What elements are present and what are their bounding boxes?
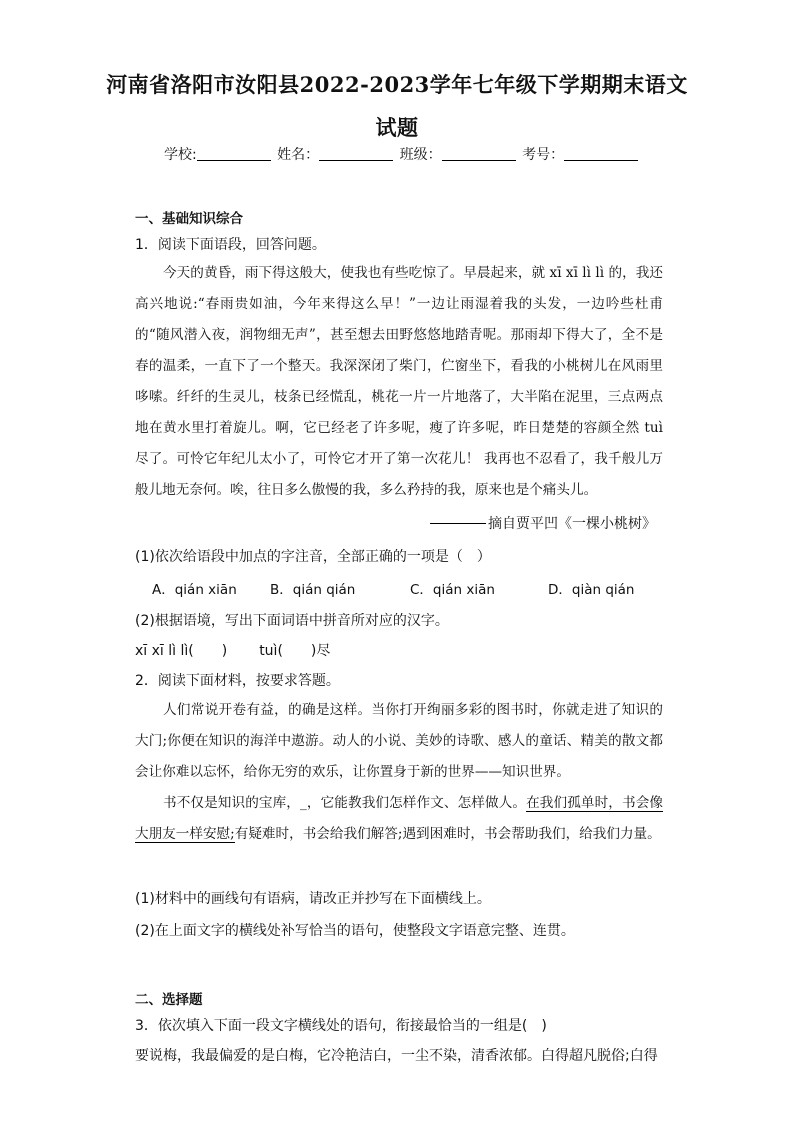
source-text: 摘自贾平凹《一棵小桃树》 xyxy=(488,516,656,532)
name-label: 姓名： xyxy=(277,147,320,163)
material-text: 书不仅是知识的宝库， xyxy=(163,795,300,811)
pinyin-answer-a[interactable]: xī xī lì lì( ) xyxy=(135,643,228,659)
pinyin-answer-line xyxy=(135,640,330,660)
option-d[interactable]: D．qiàn qián xyxy=(548,582,635,598)
question-prompt: 2．阅读下面材料，按要求答题。 xyxy=(135,673,340,689)
sub-question: (1)材料中的画线句有语病，请改正并抄写在下面横线上。 xyxy=(135,891,491,907)
option-b[interactable]: B．qián qián xyxy=(270,582,356,598)
material-text: ，它能教我们怎样作文、怎样做人。 xyxy=(306,795,527,811)
material-paragraph: 人们常说开卷有益，的确是这样。当你打开绚丽多彩的图书时，你就走进了知识的大门;你便在知识的海洋中遨游。动人的小说、美妙的诗歌、感人的童话、精美的散文都会让你难以忘怀，给你无穷的欢乐，让你置身于新的世界——知识世界。 xyxy=(135,702,663,780)
sub-question: (2)在上面文字的横线处补写恰当的语句，使整段文字语意完整、连贯。 xyxy=(135,923,575,939)
student-info-row xyxy=(164,144,640,164)
sub-question: (2)根据语境，写出下面词语中拼音所对应的汉字。 xyxy=(135,613,449,629)
passage-source xyxy=(430,513,656,533)
reading-passage xyxy=(135,258,663,506)
source-dash xyxy=(430,523,486,524)
name-field[interactable] xyxy=(319,146,393,161)
reading-material xyxy=(135,695,663,850)
class-label: 班级： xyxy=(399,147,442,163)
page-title: 河南省洛阳市汝阳县2022-2023学年七年级下学期期末语文 xyxy=(106,72,688,97)
school-field[interactable] xyxy=(197,146,271,161)
section-heading: 二、选择题 xyxy=(135,992,203,1008)
material-text: 有疑难时，书会给我们解答;遇到困难时，书会帮助我们，给我们力量。 xyxy=(234,826,661,842)
exam-number-field[interactable] xyxy=(564,146,638,161)
class-field[interactable] xyxy=(442,146,516,161)
question-text: 要说梅，我最偏爱的是白梅，它冷艳洁白，一尘不染，清香浓郁。白得超凡脱俗;白得 xyxy=(135,1048,658,1064)
passage-paragraph: 今天的黄昏，雨下得这般大，使我也有些吃惊了。早晨起来，就 xī xī lì lì 的，我还高兴地说:“春雨贵如油，今年来得这么早！”一边让雨湿着我的头发，一边吟些杜甫的“随风潜入夜，润物细无声”，甚至想去田野悠悠地踏青呢。那雨却下得大了，全不是春的温柔，一直下了一个整天。我深深闭了柴门，伫窗坐下，看我的小桃树儿在风雨里哆嗦。纤纤的生灵儿，枝条已经慌乱，桃花一片一片地落了，大半陷在泥里，三点两点地在黄水里打着旋儿。啊，它已经老了许多呢，瘦了许多呢，昨日楚楚的容颜全然 tuì 尽了。可怜它年纪儿太小了，可怜它才开了第一次花儿！ 我再也不忍看了，我千般儿万般儿地无奈何。唉，往日多么傲慢的我，多么矜持的我，原来也是个痛头儿。 xyxy=(135,265,663,498)
pinyin-answer-b[interactable]: tuì( )尽 xyxy=(259,643,331,659)
option-c[interactable]: C．qián xiān xyxy=(410,582,495,598)
section-heading: 一、基础知识综合 xyxy=(135,211,243,227)
school-label: 学校: xyxy=(164,147,197,163)
underlined-sentence: 在我们孤单时，书会像大朋友一样安慰; xyxy=(135,795,664,842)
material-paragraph xyxy=(135,788,663,850)
exam-number-label: 考号： xyxy=(522,147,565,163)
page-title-continued: 试题 xyxy=(375,115,419,140)
sub-question: (1)依次给语段中加点的字注音，全部正确的一项是（ ） xyxy=(135,549,491,565)
option-a[interactable]: A．qián xiān xyxy=(152,582,237,598)
fill-blank[interactable]: _ xyxy=(300,795,307,811)
question-prompt: 3．依次填入下面一段文字横线处的语句，衔接最恰当的一组是( ) xyxy=(135,1018,547,1034)
question-prompt: 1．阅读下面语段，回答问题。 xyxy=(135,237,326,253)
